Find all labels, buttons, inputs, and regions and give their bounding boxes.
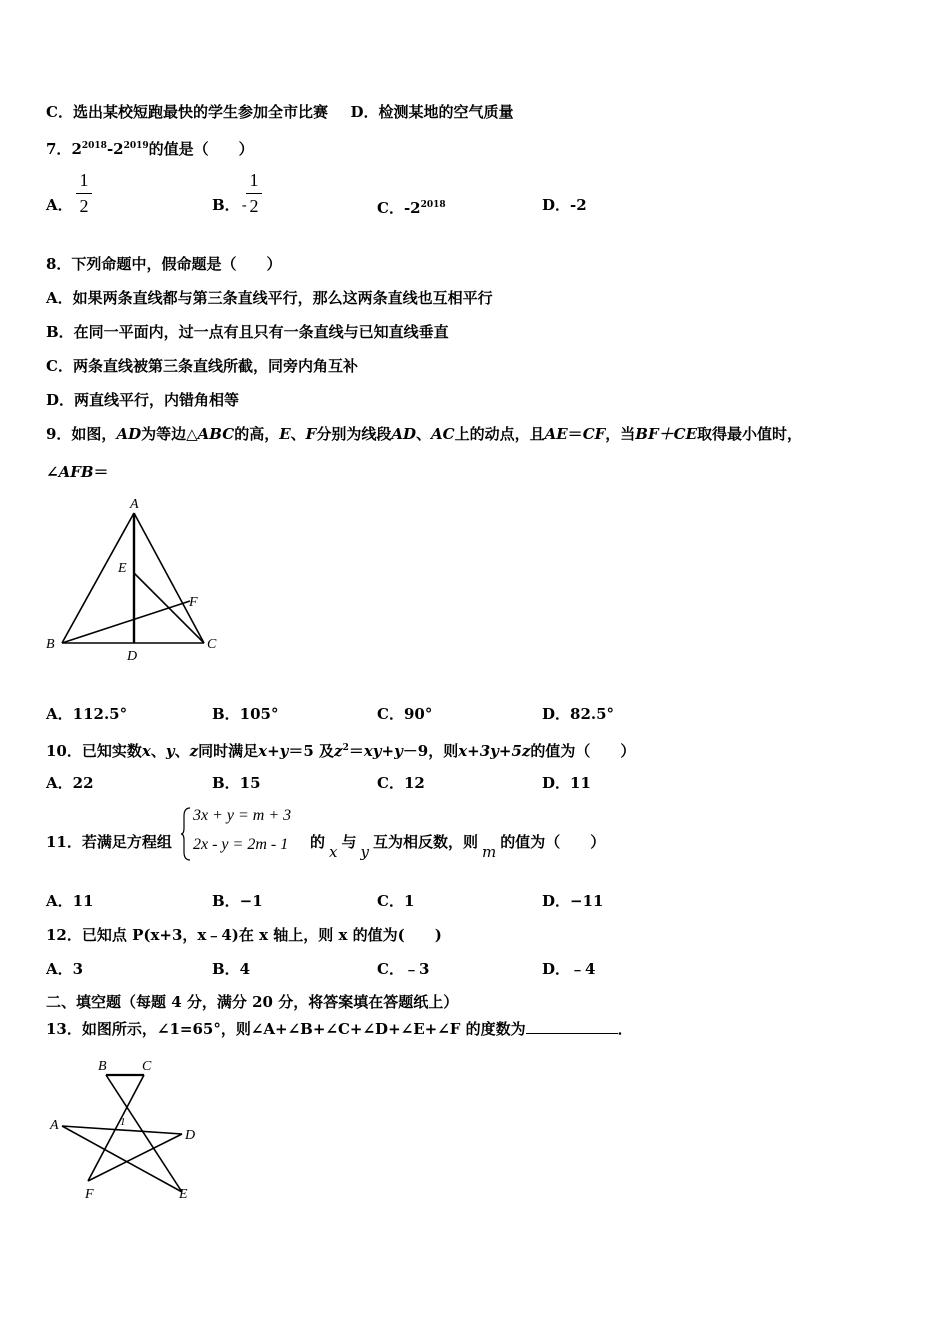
q8-option-a: A．如果两条直线都与第三条直线平行，那么这两条直线也互相平行 [46,289,493,307]
q9-stem: 9．如图，AD为等边△ABC的高，E、F分别为线段AD、AC上的动点，且AE＝CF，当BF＋CE取得最小值时， [46,425,803,443]
q13-star-figure [40,1050,220,1210]
q11-equation-2: 2x - y = 2m - 1 [193,836,289,853]
q13-stem: 13．如图所示，∠1=65°，则∠A+∠B+∠C+∠D+∠E+∠F 的度数为 ． [46,1020,633,1038]
q8-stem: 8．下列命题中，假命题是（ ） [46,255,282,273]
q11-option-c: C．1 [377,892,415,910]
q13-label-d: D [185,1128,196,1143]
q13-answer-blank[interactable] [526,1019,618,1034]
q11-option-a: A．11 [46,892,94,910]
q6-option-row [46,103,513,121]
q9-triangle-figure [40,490,240,670]
q9-stem-line2: ∠AFB＝ [46,463,109,481]
q11-stem-lead: 11．若满足方程组 [46,833,172,851]
q11-stem-tail: 的x与y互为相反数，则m的值为（ ） [310,833,606,861]
q13-label-one: 1 [120,1116,126,1128]
q9-label-d: D [127,649,138,664]
q9-label-c: C [207,637,217,652]
q10-option-b: B．15 [212,774,261,792]
q12-option-c: C．﹣3 [377,960,430,978]
q6-d-text: 检测某地的空气质量 [378,103,514,121]
q7-option-c: C．$-2^{2018}$ [377,199,446,217]
q7-option-b-fraction: 1 2 [246,170,262,217]
section-2-title: 二、填空题（每题 4 分，满分 20 分，将答案填在答题纸上） [46,993,459,1011]
q7-option-b-label: B． - [212,196,247,214]
q10-option-a: A．22 [46,774,94,792]
q9-option-c: C．90° [377,705,433,723]
q10-stem: 10．已知实数x、y、z同时满足x+y＝5 及$z^2=xy+y-9$，则x+3y+5z的值为（ ） [46,742,636,760]
q7-stem: 7．$2^{2018}-2^{2019}$的值是（ ） [46,140,254,158]
q7-option-d: D．-2 [542,196,587,214]
q7-option-a-fraction: 1 2 [76,170,92,217]
q11-option-b: B．−1 [212,892,263,910]
q9-option-b: B．105° [212,705,279,723]
q13-label-b: B [98,1059,107,1074]
q10-option-d: D．11 [542,774,591,792]
q8-option-b: B．在同一平面内，过一点有且只有一条直线与已知直线垂直 [46,323,449,341]
q9-option-a: A．112.5° [46,705,128,723]
q12-option-b: B．4 [212,960,251,978]
q12-option-d: D．﹣4 [542,960,596,978]
q13-label-a: A [50,1118,59,1133]
q9-option-d: D．82.5° [542,705,615,723]
q6-c-label: C． [46,103,73,121]
q12-stem: 12．已知点 P(x+3，x﹣4)在 x 轴上，则 x 的值为( ) [46,926,442,944]
q6-d-label: D． [350,103,379,121]
q13-label-c: C [142,1059,152,1074]
q13-label-f: F [85,1187,94,1202]
q13-label-e: E [179,1187,188,1202]
q11-option-d: D．−11 [542,892,604,910]
q7-option-a-label: A． [46,196,73,214]
q9-label-a: A [130,497,139,512]
q8-option-d: D．两直线平行，内错角相等 [46,391,240,409]
q9-label-e: E [118,561,127,576]
q8-option-c: C．两条直线被第三条直线所截，同旁内角互补 [46,357,358,375]
q9-label-b: B [46,637,55,652]
q11-brace [180,806,192,862]
q6-c-text: 选出某校短跑最快的学生参加全市比赛 [72,103,328,121]
q10-option-c: C．12 [377,774,425,792]
q12-option-a: A．3 [46,960,84,978]
q11-equation-1: 3x + y = m + 3 [193,807,292,824]
q9-label-f: F [189,595,198,610]
